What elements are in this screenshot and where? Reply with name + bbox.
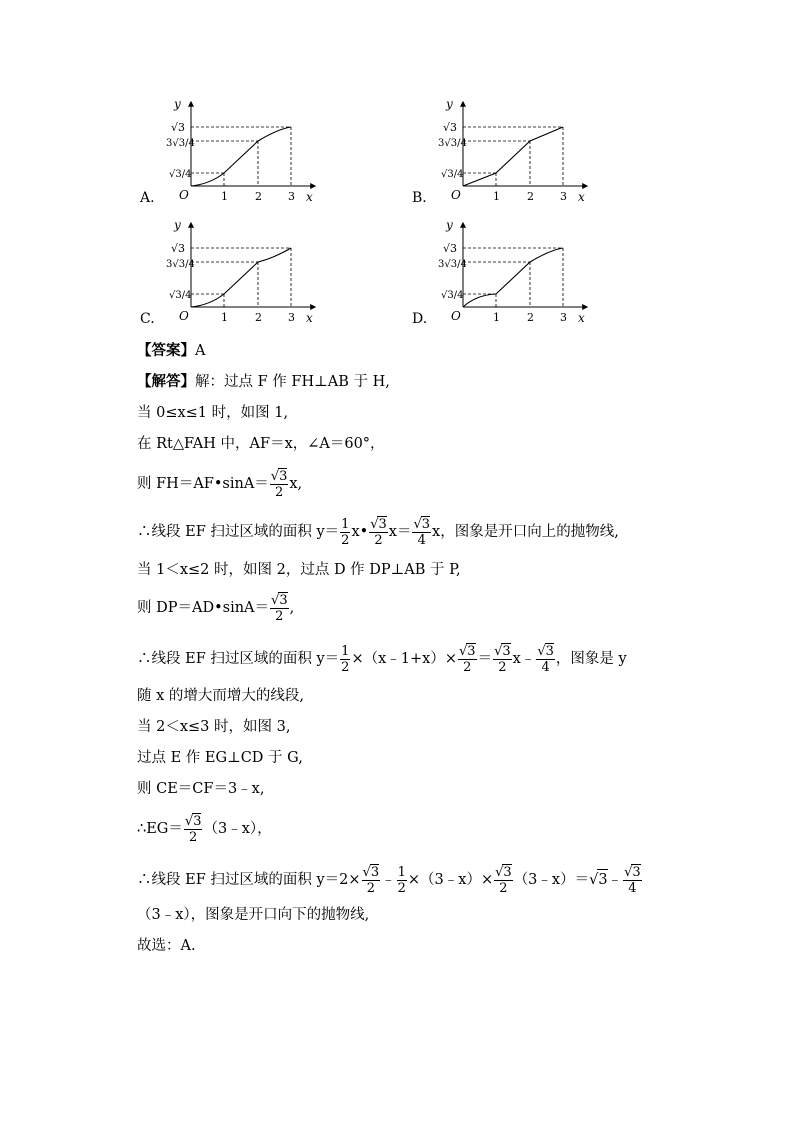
sqrt3-inline: √3 bbox=[589, 872, 607, 888]
origin-label: O bbox=[451, 309, 461, 323]
y-tick-3sqrt3-4: 3√3/4 bbox=[438, 259, 467, 270]
y-tick-3sqrt3-4: 3√3/4 bbox=[438, 138, 467, 149]
fraction-sqrt3-over-2: $\frac{√3}{2}$ bbox=[370, 517, 387, 548]
graph-a bbox=[160, 96, 330, 204]
origin-label: O bbox=[179, 188, 189, 202]
solution-line-7: 则 DP＝AD•sinA＝ $\frac{√3}{2}$ , bbox=[137, 593, 295, 624]
x-tick-3: 3 bbox=[288, 311, 295, 324]
answer-line bbox=[137, 341, 205, 361]
solution-line-15: （3﹣x），图象是开口向下的抛物线, bbox=[137, 907, 370, 923]
x-tick-1: 1 bbox=[493, 311, 500, 324]
graph-d-curve bbox=[463, 248, 563, 307]
x-axis-label: x bbox=[578, 311, 585, 325]
x-tick-3: 3 bbox=[560, 190, 567, 203]
fraction-sqrt3-over-2: $\frac{√3}{2}$ bbox=[271, 593, 288, 624]
graph-b-svg bbox=[432, 96, 602, 204]
graph-b bbox=[432, 96, 602, 204]
x-tick-1: 1 bbox=[493, 190, 500, 203]
x-tick-2: 2 bbox=[255, 311, 262, 324]
y-axis-label: y bbox=[446, 97, 453, 111]
fraction-sqrt3-over-4: $\frac{√3}{4}$ bbox=[537, 644, 554, 675]
solution-line-10: 当 2＜x≤3 时，如图 3, bbox=[137, 719, 291, 735]
x-tick-3: 3 bbox=[288, 190, 295, 203]
fraction-sqrt3-over-2: $\frac{√3}{2}$ bbox=[458, 644, 476, 675]
solution-line-12: 则 CE＝CF＝3﹣x, bbox=[137, 781, 265, 797]
x-tick-2: 2 bbox=[527, 190, 534, 203]
y-tick-sqrt3-4: √3/4 bbox=[169, 169, 192, 180]
x-tick-3: 3 bbox=[560, 311, 567, 324]
x-tick-1: 1 bbox=[221, 190, 228, 203]
y-tick-sqrt3-4: √3/4 bbox=[441, 169, 464, 180]
solution-label: 【解答】 bbox=[137, 373, 195, 390]
y-tick-sqrt3: √3 bbox=[171, 121, 186, 134]
graph-c-svg bbox=[160, 217, 330, 325]
graph-a-svg bbox=[160, 96, 330, 204]
origin-label: O bbox=[451, 188, 461, 202]
x-axis-label: x bbox=[578, 190, 585, 204]
x-axis-label: x bbox=[306, 311, 313, 325]
option-b-label: B. bbox=[412, 190, 427, 206]
solution-line-3: 在 Rt△FAH 中，AF＝x，∠A＝60°， bbox=[137, 436, 385, 452]
y-axis-label: y bbox=[446, 218, 453, 232]
solution-line-6: 当 1＜x≤2 时，如图 2，过点 D 作 DP⊥AB 于 P, bbox=[137, 562, 461, 578]
fraction-sqrt3-over-4: $\frac{√3}{4}$ bbox=[413, 517, 431, 548]
solution-line-2: 当 0≤x≤1 时，如图 1, bbox=[137, 405, 289, 421]
fraction-sqrt3-over-2: $\frac{√3}{2}$ bbox=[270, 469, 288, 500]
x-tick-2: 2 bbox=[255, 190, 262, 203]
x-tick-1: 1 bbox=[221, 311, 228, 324]
fraction-sqrt3-over-4: $\frac{√3}{4}$ bbox=[624, 865, 641, 896]
fraction-sqrt3-over-2: $\frac{√3}{2}$ bbox=[362, 865, 380, 896]
solution-line-9: 随 x 的增大而增大的线段, bbox=[137, 688, 305, 704]
answer-label: 【答案】 bbox=[137, 342, 195, 359]
solution-line-1: 【解答】解：过点 F 作 FH⊥AB 于 H, bbox=[137, 373, 390, 390]
y-axis-label: y bbox=[174, 218, 181, 232]
graph-b-curve bbox=[463, 127, 563, 186]
solution-line-5: ∴线段 EF 扫过区域的面积 y＝ $\frac{1}{2}$ x• $\frac{√3}{2}$ x＝ $\frac{√3}{4}$ x，图象是开口向上的抛物线, bbox=[137, 516, 619, 548]
graph-c bbox=[160, 217, 330, 325]
fraction-sqrt3-over-2: $\frac{√3}{2}$ bbox=[184, 814, 202, 845]
solution-line-4: 则 FH＝AF•sinA＝ $\frac{√3}{2}$ x, bbox=[137, 469, 303, 500]
fraction-1-over-2: $\frac{1}{2}$ bbox=[341, 643, 350, 675]
fraction-sqrt3-over-2: $\frac{√3}{2}$ bbox=[495, 865, 512, 896]
y-tick-3sqrt3-4: 3√3/4 bbox=[166, 138, 195, 149]
graph-d bbox=[432, 217, 602, 325]
x-tick-2: 2 bbox=[527, 311, 534, 324]
fraction-1-over-2: $\frac{1}{2}$ bbox=[397, 864, 406, 896]
solution-line-14: ∴线段 EF 扫过区域的面积 y＝2× $\frac{√3}{2}$ ﹣ $\frac{1}{2}$ ×（3﹣x）× $\frac{√3}{2}$ （3﹣x）＝√3﹣ $\frac{√3}{4}$ bbox=[137, 864, 641, 896]
y-tick-sqrt3-4: √3/4 bbox=[169, 290, 192, 301]
solution-line-13: ∴EG＝ $\frac{√3}{2}$ （3﹣x）， bbox=[137, 814, 272, 845]
solution-line-8: ∴线段 EF 扫过区域的面积 y＝ $\frac{1}{2}$ ×（x﹣1+x）× $\frac{√3}{2}$ ＝ $\frac{√3}{2}$ x﹣ $\frac{√3}{4}$ ，图象是 y bbox=[137, 643, 627, 675]
y-tick-sqrt3: √3 bbox=[171, 242, 186, 255]
graph-c-curve bbox=[191, 248, 291, 307]
y-tick-3sqrt3-4: 3√3/4 bbox=[166, 259, 195, 270]
origin-label: O bbox=[179, 309, 189, 323]
fraction-sqrt3-over-2: $\frac{√3}{2}$ bbox=[494, 644, 511, 675]
option-c-label: C. bbox=[140, 311, 155, 327]
graph-a-curve bbox=[191, 127, 291, 186]
y-axis-label: y bbox=[174, 97, 181, 111]
graph-d-svg bbox=[432, 217, 602, 325]
solution-line-11: 过点 E 作 EG⊥CD 于 G, bbox=[137, 750, 303, 766]
x-axis-label: x bbox=[306, 190, 313, 204]
fraction-1-over-2: $\frac{1}{2}$ bbox=[341, 516, 350, 548]
y-tick-sqrt3: √3 bbox=[443, 242, 458, 255]
option-d-label: D. bbox=[412, 311, 428, 327]
solution-line-16: 故选：A. bbox=[137, 938, 196, 954]
option-a-label: A. bbox=[140, 190, 155, 206]
answer-value: A bbox=[195, 343, 206, 359]
y-tick-sqrt3-4: √3/4 bbox=[441, 290, 464, 301]
y-tick-sqrt3: √3 bbox=[443, 121, 458, 134]
